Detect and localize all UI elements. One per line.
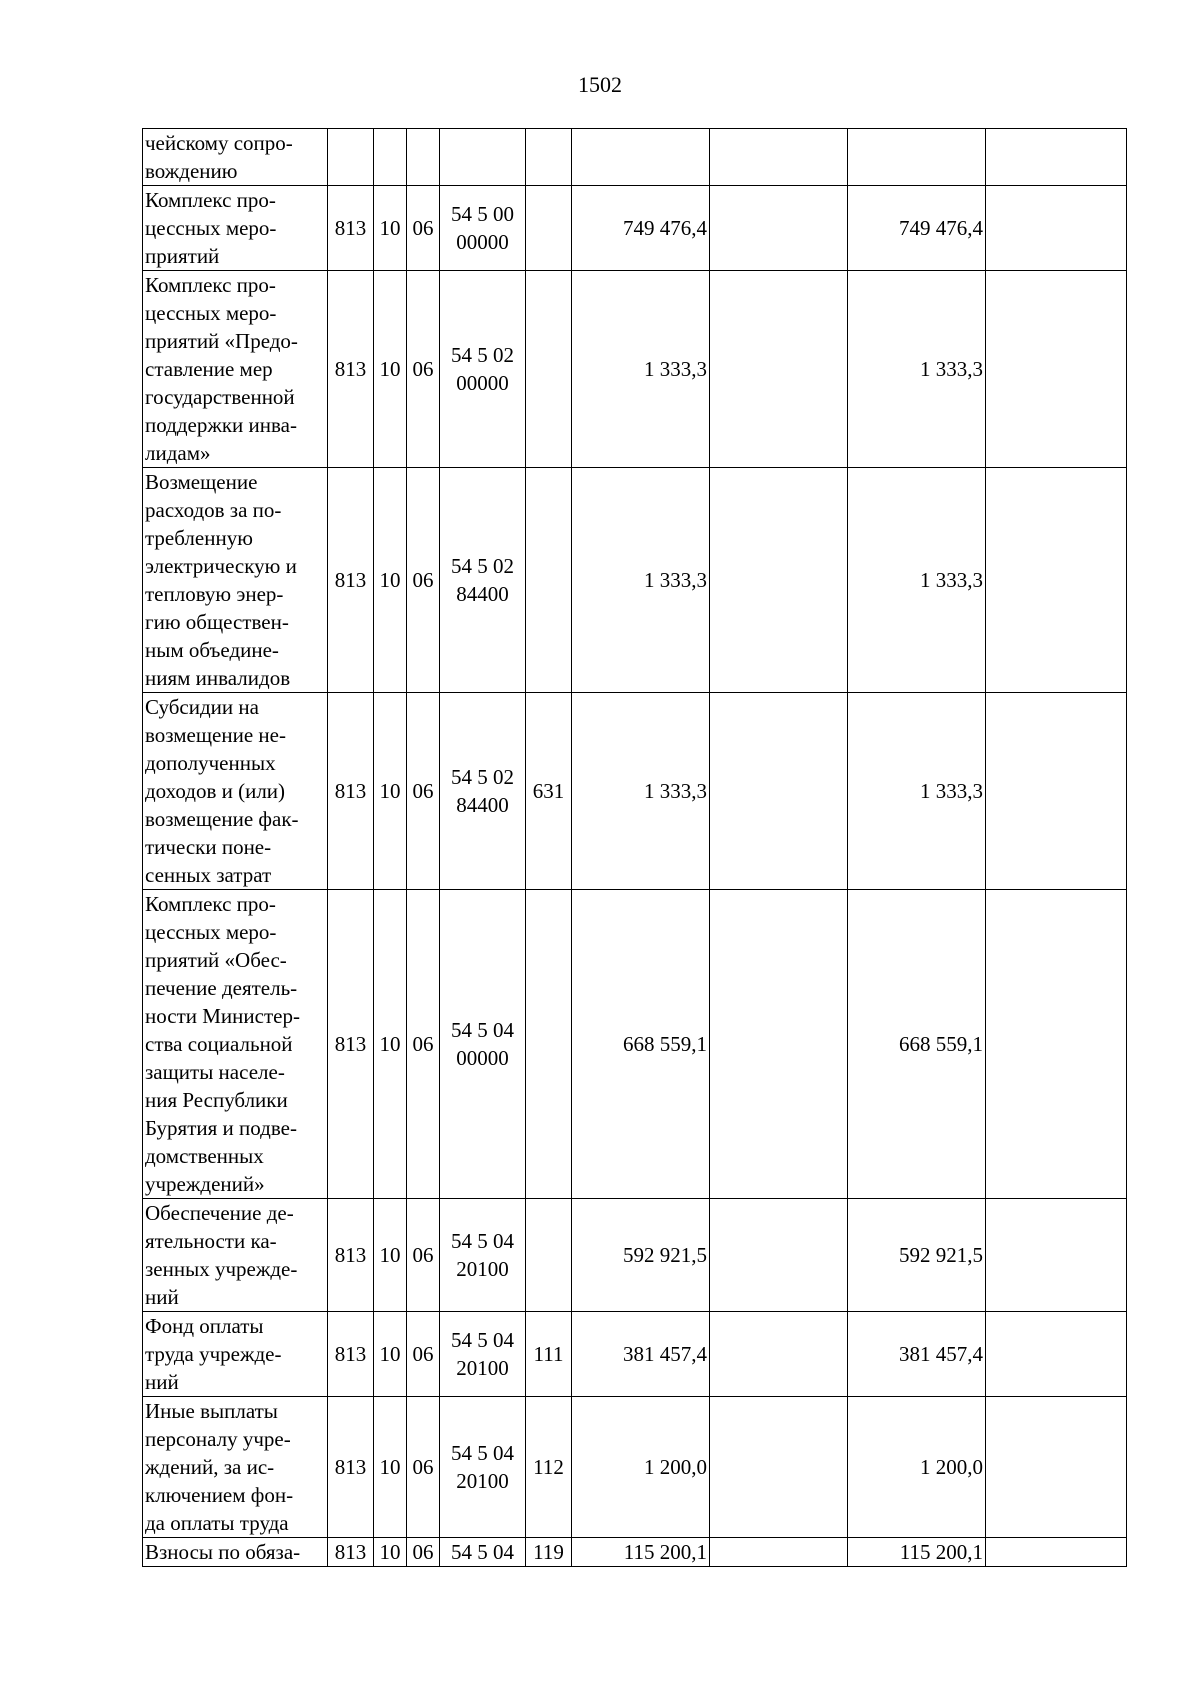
target-article-cell bbox=[440, 1312, 526, 1397]
item-name-line: вождению bbox=[145, 159, 238, 183]
item-name-line: печение деятель- bbox=[145, 976, 298, 1000]
expense-type-cell bbox=[526, 271, 572, 468]
item-name-line: ным объедине- bbox=[145, 638, 279, 662]
item-name-cell bbox=[143, 129, 328, 186]
target-article-line: 20100 bbox=[456, 1469, 509, 1493]
amount-cell: 668 559,1 bbox=[572, 890, 710, 1199]
section-code-cell: 10 bbox=[374, 890, 407, 1199]
item-name-line: Иные выплаты bbox=[145, 1399, 278, 1423]
item-name-cell bbox=[143, 693, 328, 890]
amount-cell bbox=[572, 129, 710, 186]
target-article-cell bbox=[440, 186, 526, 271]
empty-cell bbox=[986, 890, 1127, 1199]
empty-cell bbox=[986, 1199, 1127, 1312]
amount-cell bbox=[710, 271, 848, 468]
item-name-line: тически поне- bbox=[145, 835, 272, 859]
item-name-line: Обеспечение де- bbox=[145, 1201, 294, 1225]
table-row bbox=[143, 129, 1127, 186]
item-name-cell bbox=[143, 186, 328, 271]
subsection-code-cell: 06 bbox=[407, 271, 440, 468]
ministry-code-cell: 813 bbox=[328, 271, 374, 468]
empty-cell bbox=[986, 1312, 1127, 1397]
ministry-code-cell bbox=[328, 129, 374, 186]
item-name-line: ждений, за ис- bbox=[145, 1455, 275, 1479]
amount-cell: 381 457,4 bbox=[572, 1312, 710, 1397]
item-name-line: государственной bbox=[145, 385, 295, 409]
section-code-cell: 10 bbox=[374, 1312, 407, 1397]
ministry-code-cell: 813 bbox=[328, 1397, 374, 1538]
amount-cell bbox=[710, 186, 848, 271]
item-name-line: ятельности ка- bbox=[145, 1229, 277, 1253]
table-row bbox=[143, 1312, 1127, 1397]
item-name-cell bbox=[143, 890, 328, 1199]
item-name-line: Возмещение bbox=[145, 470, 258, 494]
subsection-code-cell: 06 bbox=[407, 186, 440, 271]
amount-cell: 1 333,3 bbox=[572, 693, 710, 890]
target-article-line: 54 5 02 bbox=[451, 765, 514, 789]
item-name-line: учреждений» bbox=[145, 1172, 265, 1196]
item-name-line: Субсидии на bbox=[145, 695, 259, 719]
amount-cell: 592 921,5 bbox=[572, 1199, 710, 1312]
item-name-line: Комплекс про- bbox=[145, 273, 276, 297]
item-name-line: дополученных bbox=[145, 751, 276, 775]
target-article-line: 54 5 04 bbox=[451, 1018, 514, 1042]
amount-cell: 668 559,1 bbox=[848, 890, 986, 1199]
item-name-cell bbox=[143, 468, 328, 693]
target-article-line: 84400 bbox=[456, 582, 509, 606]
item-name-line: цессных меро- bbox=[145, 301, 277, 325]
amount-cell bbox=[710, 468, 848, 693]
ministry-code-cell: 813 bbox=[328, 1312, 374, 1397]
section-code-cell: 10 bbox=[374, 271, 407, 468]
item-name-line: ключением фон- bbox=[145, 1483, 294, 1507]
amount-cell: 1 333,3 bbox=[572, 468, 710, 693]
subsection-code-cell: 06 bbox=[407, 1397, 440, 1538]
budget-table bbox=[142, 128, 1127, 1567]
item-name-cell bbox=[143, 1397, 328, 1538]
amount-cell: 1 200,0 bbox=[572, 1397, 710, 1538]
target-article-line: 20100 bbox=[456, 1356, 509, 1380]
item-name-line: Взносы по обяза- bbox=[145, 1540, 301, 1564]
item-name-line: персоналу учре- bbox=[145, 1427, 291, 1451]
target-article-line: 54 5 04 bbox=[451, 1229, 514, 1253]
item-name-line: поддержки инва- bbox=[145, 413, 297, 437]
expense-type-cell bbox=[526, 890, 572, 1199]
target-article-line: 20100 bbox=[456, 1257, 509, 1281]
empty-cell bbox=[986, 693, 1127, 890]
item-name-line: ния Республики bbox=[145, 1088, 288, 1112]
target-article-line: 00000 bbox=[456, 230, 509, 254]
table-row bbox=[143, 186, 1127, 271]
item-name-line: чейскому сопро- bbox=[145, 131, 293, 155]
item-name-line: приятий «Предо- bbox=[145, 329, 298, 353]
table-row bbox=[143, 693, 1127, 890]
ministry-code-cell: 813 bbox=[328, 693, 374, 890]
item-name-line: да оплаты труда bbox=[145, 1511, 289, 1535]
expense-type-cell bbox=[526, 129, 572, 186]
empty-cell bbox=[986, 1397, 1127, 1538]
item-name-line: приятий bbox=[145, 244, 220, 268]
target-article-cell bbox=[440, 468, 526, 693]
item-name-line: приятий «Обес- bbox=[145, 948, 287, 972]
amount-cell: 115 200,1 bbox=[848, 1538, 986, 1567]
expense-type-cell bbox=[526, 468, 572, 693]
item-name-line: расходов за по- bbox=[145, 498, 282, 522]
item-name-line: гию обществен- bbox=[145, 610, 289, 634]
target-article-line: 84400 bbox=[456, 793, 509, 817]
item-name-line: ности Министер- bbox=[145, 1004, 300, 1028]
item-name-line: ниям инвалидов bbox=[145, 666, 291, 690]
item-name-line: электрическую и bbox=[145, 554, 297, 578]
subsection-code-cell: 06 bbox=[407, 1199, 440, 1312]
table-row bbox=[143, 468, 1127, 693]
item-name-line: возмещение не- bbox=[145, 723, 286, 747]
subsection-code-cell: 06 bbox=[407, 1312, 440, 1397]
item-name-line: лидам» bbox=[145, 441, 211, 465]
empty-cell bbox=[986, 129, 1127, 186]
amount-cell: 1 200,0 bbox=[848, 1397, 986, 1538]
amount-cell: 592 921,5 bbox=[848, 1199, 986, 1312]
item-name-cell bbox=[143, 1199, 328, 1312]
amount-cell bbox=[710, 693, 848, 890]
item-name-line: доходов и (или) bbox=[145, 779, 286, 803]
table-row bbox=[143, 1538, 1127, 1567]
section-code-cell: 10 bbox=[374, 186, 407, 271]
target-article-cell bbox=[440, 1397, 526, 1538]
amount-cell bbox=[710, 1538, 848, 1567]
subsection-code-cell: 06 bbox=[407, 468, 440, 693]
table-body bbox=[143, 129, 1127, 1567]
expense-type-cell bbox=[526, 1199, 572, 1312]
subsection-code-cell: 06 bbox=[407, 693, 440, 890]
item-name-line: ства социальной bbox=[145, 1032, 293, 1056]
ministry-code-cell: 813 bbox=[328, 1538, 374, 1567]
item-name-line: Комплекс про- bbox=[145, 188, 276, 212]
target-article-line: 54 5 04 bbox=[451, 1328, 514, 1352]
amount-cell bbox=[848, 129, 986, 186]
expense-type-cell: 112 bbox=[526, 1397, 572, 1538]
ministry-code-cell: 813 bbox=[328, 186, 374, 271]
subsection-code-cell: 06 bbox=[407, 890, 440, 1199]
target-article-line: 54 5 04 bbox=[451, 1441, 514, 1465]
amount-cell bbox=[710, 1199, 848, 1312]
amount-cell bbox=[710, 1397, 848, 1538]
section-code-cell: 10 bbox=[374, 693, 407, 890]
expense-type-cell bbox=[526, 186, 572, 271]
item-name-cell bbox=[143, 1538, 328, 1567]
item-name-line: труда учрежде- bbox=[145, 1342, 282, 1366]
target-article-line: 54 5 02 bbox=[451, 554, 514, 578]
subsection-code-cell: 06 bbox=[407, 1538, 440, 1567]
amount-cell bbox=[710, 890, 848, 1199]
page-number: 1502 bbox=[578, 72, 622, 97]
empty-cell bbox=[986, 1538, 1127, 1567]
item-name-line: ний bbox=[145, 1285, 179, 1309]
amount-cell bbox=[710, 129, 848, 186]
target-article-cell bbox=[440, 271, 526, 468]
ministry-code-cell: 813 bbox=[328, 890, 374, 1199]
item-name-line: возмещение фак- bbox=[145, 807, 299, 831]
item-name-cell bbox=[143, 1312, 328, 1397]
item-name-line: домственных bbox=[145, 1144, 264, 1168]
item-name-line: цессных меро- bbox=[145, 920, 277, 944]
amount-cell: 1 333,3 bbox=[572, 271, 710, 468]
section-code-cell: 10 bbox=[374, 1538, 407, 1567]
target-article-cell bbox=[440, 890, 526, 1199]
amount-cell bbox=[710, 1312, 848, 1397]
target-article-cell bbox=[440, 1199, 526, 1312]
table-row bbox=[143, 1397, 1127, 1538]
amount-cell: 1 333,3 bbox=[848, 271, 986, 468]
amount-cell: 749 476,4 bbox=[572, 186, 710, 271]
target-article-line: 54 5 04 bbox=[451, 1540, 514, 1564]
ministry-code-cell: 813 bbox=[328, 468, 374, 693]
item-name-cell bbox=[143, 271, 328, 468]
expense-type-cell: 119 bbox=[526, 1538, 572, 1567]
empty-cell bbox=[986, 271, 1127, 468]
item-name-line: цессных меро- bbox=[145, 216, 277, 240]
item-name-line: требленную bbox=[145, 526, 253, 550]
ministry-code-cell: 813 bbox=[328, 1199, 374, 1312]
amount-cell: 749 476,4 bbox=[848, 186, 986, 271]
target-article-line: 00000 bbox=[456, 371, 509, 395]
item-name-line: Бурятия и подве- bbox=[145, 1116, 297, 1140]
target-article-cell bbox=[440, 693, 526, 890]
subsection-code-cell bbox=[407, 129, 440, 186]
item-name-line: Фонд оплаты bbox=[145, 1314, 264, 1338]
section-code-cell: 10 bbox=[374, 1397, 407, 1538]
item-name-line: сенных затрат bbox=[145, 863, 272, 887]
item-name-line: тепловую энер- bbox=[145, 582, 284, 606]
item-name-line: Комплекс про- bbox=[145, 892, 276, 916]
empty-cell bbox=[986, 468, 1127, 693]
item-name-line: зенных учрежде- bbox=[145, 1257, 298, 1281]
table-row bbox=[143, 890, 1127, 1199]
section-code-cell: 10 bbox=[374, 1199, 407, 1312]
section-code-cell: 10 bbox=[374, 468, 407, 693]
table-row bbox=[143, 1199, 1127, 1312]
table-row bbox=[143, 271, 1127, 468]
amount-cell: 115 200,1 bbox=[572, 1538, 710, 1567]
expense-type-cell: 111 bbox=[526, 1312, 572, 1397]
target-article-line: 54 5 00 bbox=[451, 202, 514, 226]
target-article-cell bbox=[440, 129, 526, 186]
item-name-line: защиты населе- bbox=[145, 1060, 285, 1084]
target-article-cell bbox=[440, 1538, 526, 1567]
item-name-line: ставление мер bbox=[145, 357, 273, 381]
amount-cell: 1 333,3 bbox=[848, 693, 986, 890]
target-article-line: 00000 bbox=[456, 1046, 509, 1070]
target-article-line: 54 5 02 bbox=[451, 343, 514, 367]
amount-cell: 1 333,3 bbox=[848, 468, 986, 693]
expense-type-cell: 631 bbox=[526, 693, 572, 890]
section-code-cell bbox=[374, 129, 407, 186]
amount-cell: 381 457,4 bbox=[848, 1312, 986, 1397]
item-name-line: ний bbox=[145, 1370, 179, 1394]
empty-cell bbox=[986, 186, 1127, 271]
